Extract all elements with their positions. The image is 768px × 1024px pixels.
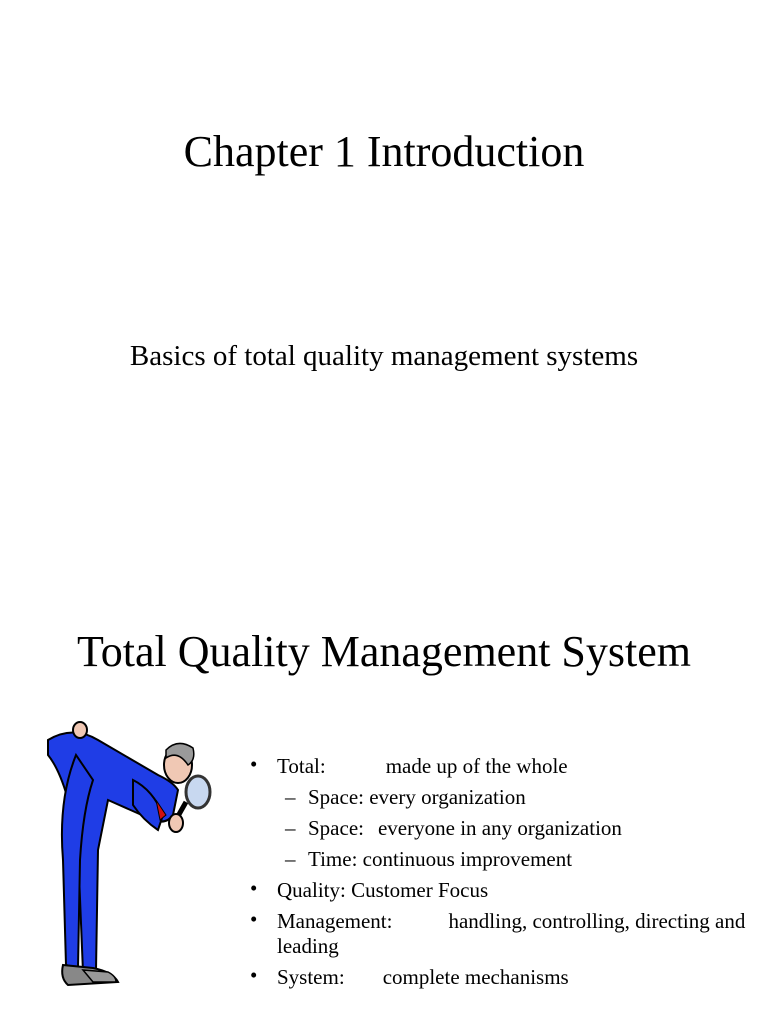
- bullet-list: [248, 754, 748, 996]
- slide-2-title: Total Quality Management System: [76, 627, 692, 676]
- list-item: – Space: everyone in any organization: [285, 816, 622, 840]
- dash-icon: –: [285, 816, 296, 840]
- bullet-icon: •: [250, 963, 258, 987]
- list-item: • System: complete mechanisms: [250, 963, 569, 989]
- bullet-icon: •: [250, 907, 258, 931]
- man-with-magnifying-glass-icon: [38, 720, 218, 1000]
- slide-1-title: Chapter 1 Introduction: [183, 127, 585, 176]
- slide-1-subtitle: Basics of total quality management systems: [129, 340, 639, 372]
- list-item: – Space: every organization: [285, 785, 526, 809]
- bullet-icon: •: [250, 876, 258, 900]
- bullet-icon: •: [250, 752, 258, 776]
- list-item: – Time: continuous improvement: [285, 847, 573, 871]
- list-item: • Quality: Customer Focus: [250, 876, 489, 902]
- dash-icon: –: [285, 785, 296, 809]
- list-item: • Total: made up of the whole: [250, 752, 568, 778]
- slide-2: [0, 590, 768, 1024]
- dash-icon: –: [285, 847, 296, 871]
- list-item: • Management: handling, controlling, directing and leading: [250, 907, 746, 958]
